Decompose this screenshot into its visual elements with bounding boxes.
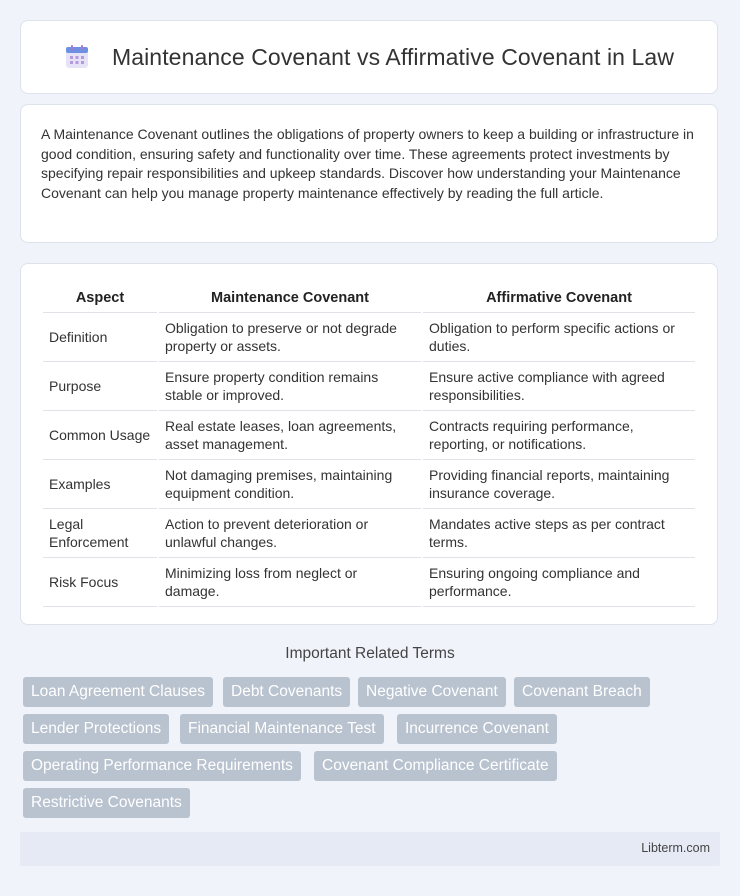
cell-maintenance: Obligation to preserve or not degrade property or assets. bbox=[159, 313, 421, 362]
header-affirmative: Affirmative Covenant bbox=[423, 284, 695, 313]
related-term-tag[interactable]: Covenant Compliance Certificate bbox=[314, 751, 557, 781]
related-term-tag[interactable]: Negative Covenant bbox=[358, 677, 506, 707]
footer bbox=[20, 832, 720, 866]
cell-affirmative: Mandates active steps as per contract terms. bbox=[423, 509, 695, 558]
header-maintenance: Maintenance Covenant bbox=[159, 284, 421, 313]
table-row bbox=[43, 362, 695, 411]
cell-aspect: Legal Enforcement bbox=[43, 509, 157, 558]
related-term-tag[interactable]: Debt Covenants bbox=[223, 677, 350, 707]
cell-affirmative: Providing financial reports, maintaining insurance coverage. bbox=[423, 460, 695, 509]
cell-affirmative: Obligation to perform specific actions or duties. bbox=[423, 313, 695, 362]
cell-maintenance: Real estate leases, loan agreements, asset management. bbox=[159, 411, 421, 460]
related-term-tag[interactable]: Lender Protections bbox=[23, 714, 169, 744]
intro-card bbox=[20, 104, 718, 243]
footer-site-link[interactable]: Libterm.com bbox=[641, 841, 710, 855]
comparison-table-card bbox=[20, 263, 718, 625]
related-term-tag[interactable]: Restrictive Covenants bbox=[23, 788, 190, 818]
table-row bbox=[43, 509, 695, 558]
cell-aspect: Examples bbox=[43, 460, 157, 509]
cell-affirmative: Contracts requiring performance, reporting, or notifications. bbox=[423, 411, 695, 460]
title-card bbox=[20, 20, 718, 94]
intro-text: A Maintenance Covenant outlines the obligations of property owners to keep a building or infrastructure in good condition, ensuring safety and functionality over time. These agreements protect investments by specifying repair responsibilities and upkeep standards. Discover how understanding your Maintenance Covenant can help you manage property maintenance effectively by reading the full article. bbox=[41, 126, 694, 201]
cell-aspect: Common Usage bbox=[43, 411, 157, 460]
related-term-tag[interactable]: Covenant Breach bbox=[514, 677, 650, 707]
related-term-tag[interactable]: Loan Agreement Clauses bbox=[23, 677, 213, 707]
comparison-table bbox=[41, 284, 697, 607]
table-row bbox=[43, 558, 695, 607]
header-aspect: Aspect bbox=[43, 284, 157, 313]
page-title: Maintenance Covenant vs Affirmative Covenant in Law bbox=[111, 43, 675, 70]
related-terms-title: Important Related Terms bbox=[285, 645, 455, 662]
cell-maintenance: Not damaging premises, maintaining equipment condition. bbox=[159, 460, 421, 509]
cell-aspect: Definition bbox=[43, 313, 157, 362]
table-row bbox=[43, 411, 695, 460]
table-header-row bbox=[43, 284, 695, 313]
cell-aspect: Risk Focus bbox=[43, 558, 157, 607]
calendar-icon bbox=[64, 44, 90, 70]
cell-maintenance: Minimizing loss from neglect or damage. bbox=[159, 558, 421, 607]
related-term-tag[interactable]: Operating Performance Requirements bbox=[23, 751, 301, 781]
table-row bbox=[43, 460, 695, 509]
related-term-tag[interactable]: Financial Maintenance Test bbox=[180, 714, 384, 744]
cell-affirmative: Ensure active compliance with agreed responsibilities. bbox=[423, 362, 695, 411]
cell-maintenance: Action to prevent deterioration or unlawful changes. bbox=[159, 509, 421, 558]
cell-aspect: Purpose bbox=[43, 362, 157, 411]
related-term-tag[interactable]: Incurrence Covenant bbox=[397, 714, 557, 744]
cell-maintenance: Ensure property condition remains stable or improved. bbox=[159, 362, 421, 411]
table-row bbox=[43, 313, 695, 362]
cell-affirmative: Ensuring ongoing compliance and performance. bbox=[423, 558, 695, 607]
